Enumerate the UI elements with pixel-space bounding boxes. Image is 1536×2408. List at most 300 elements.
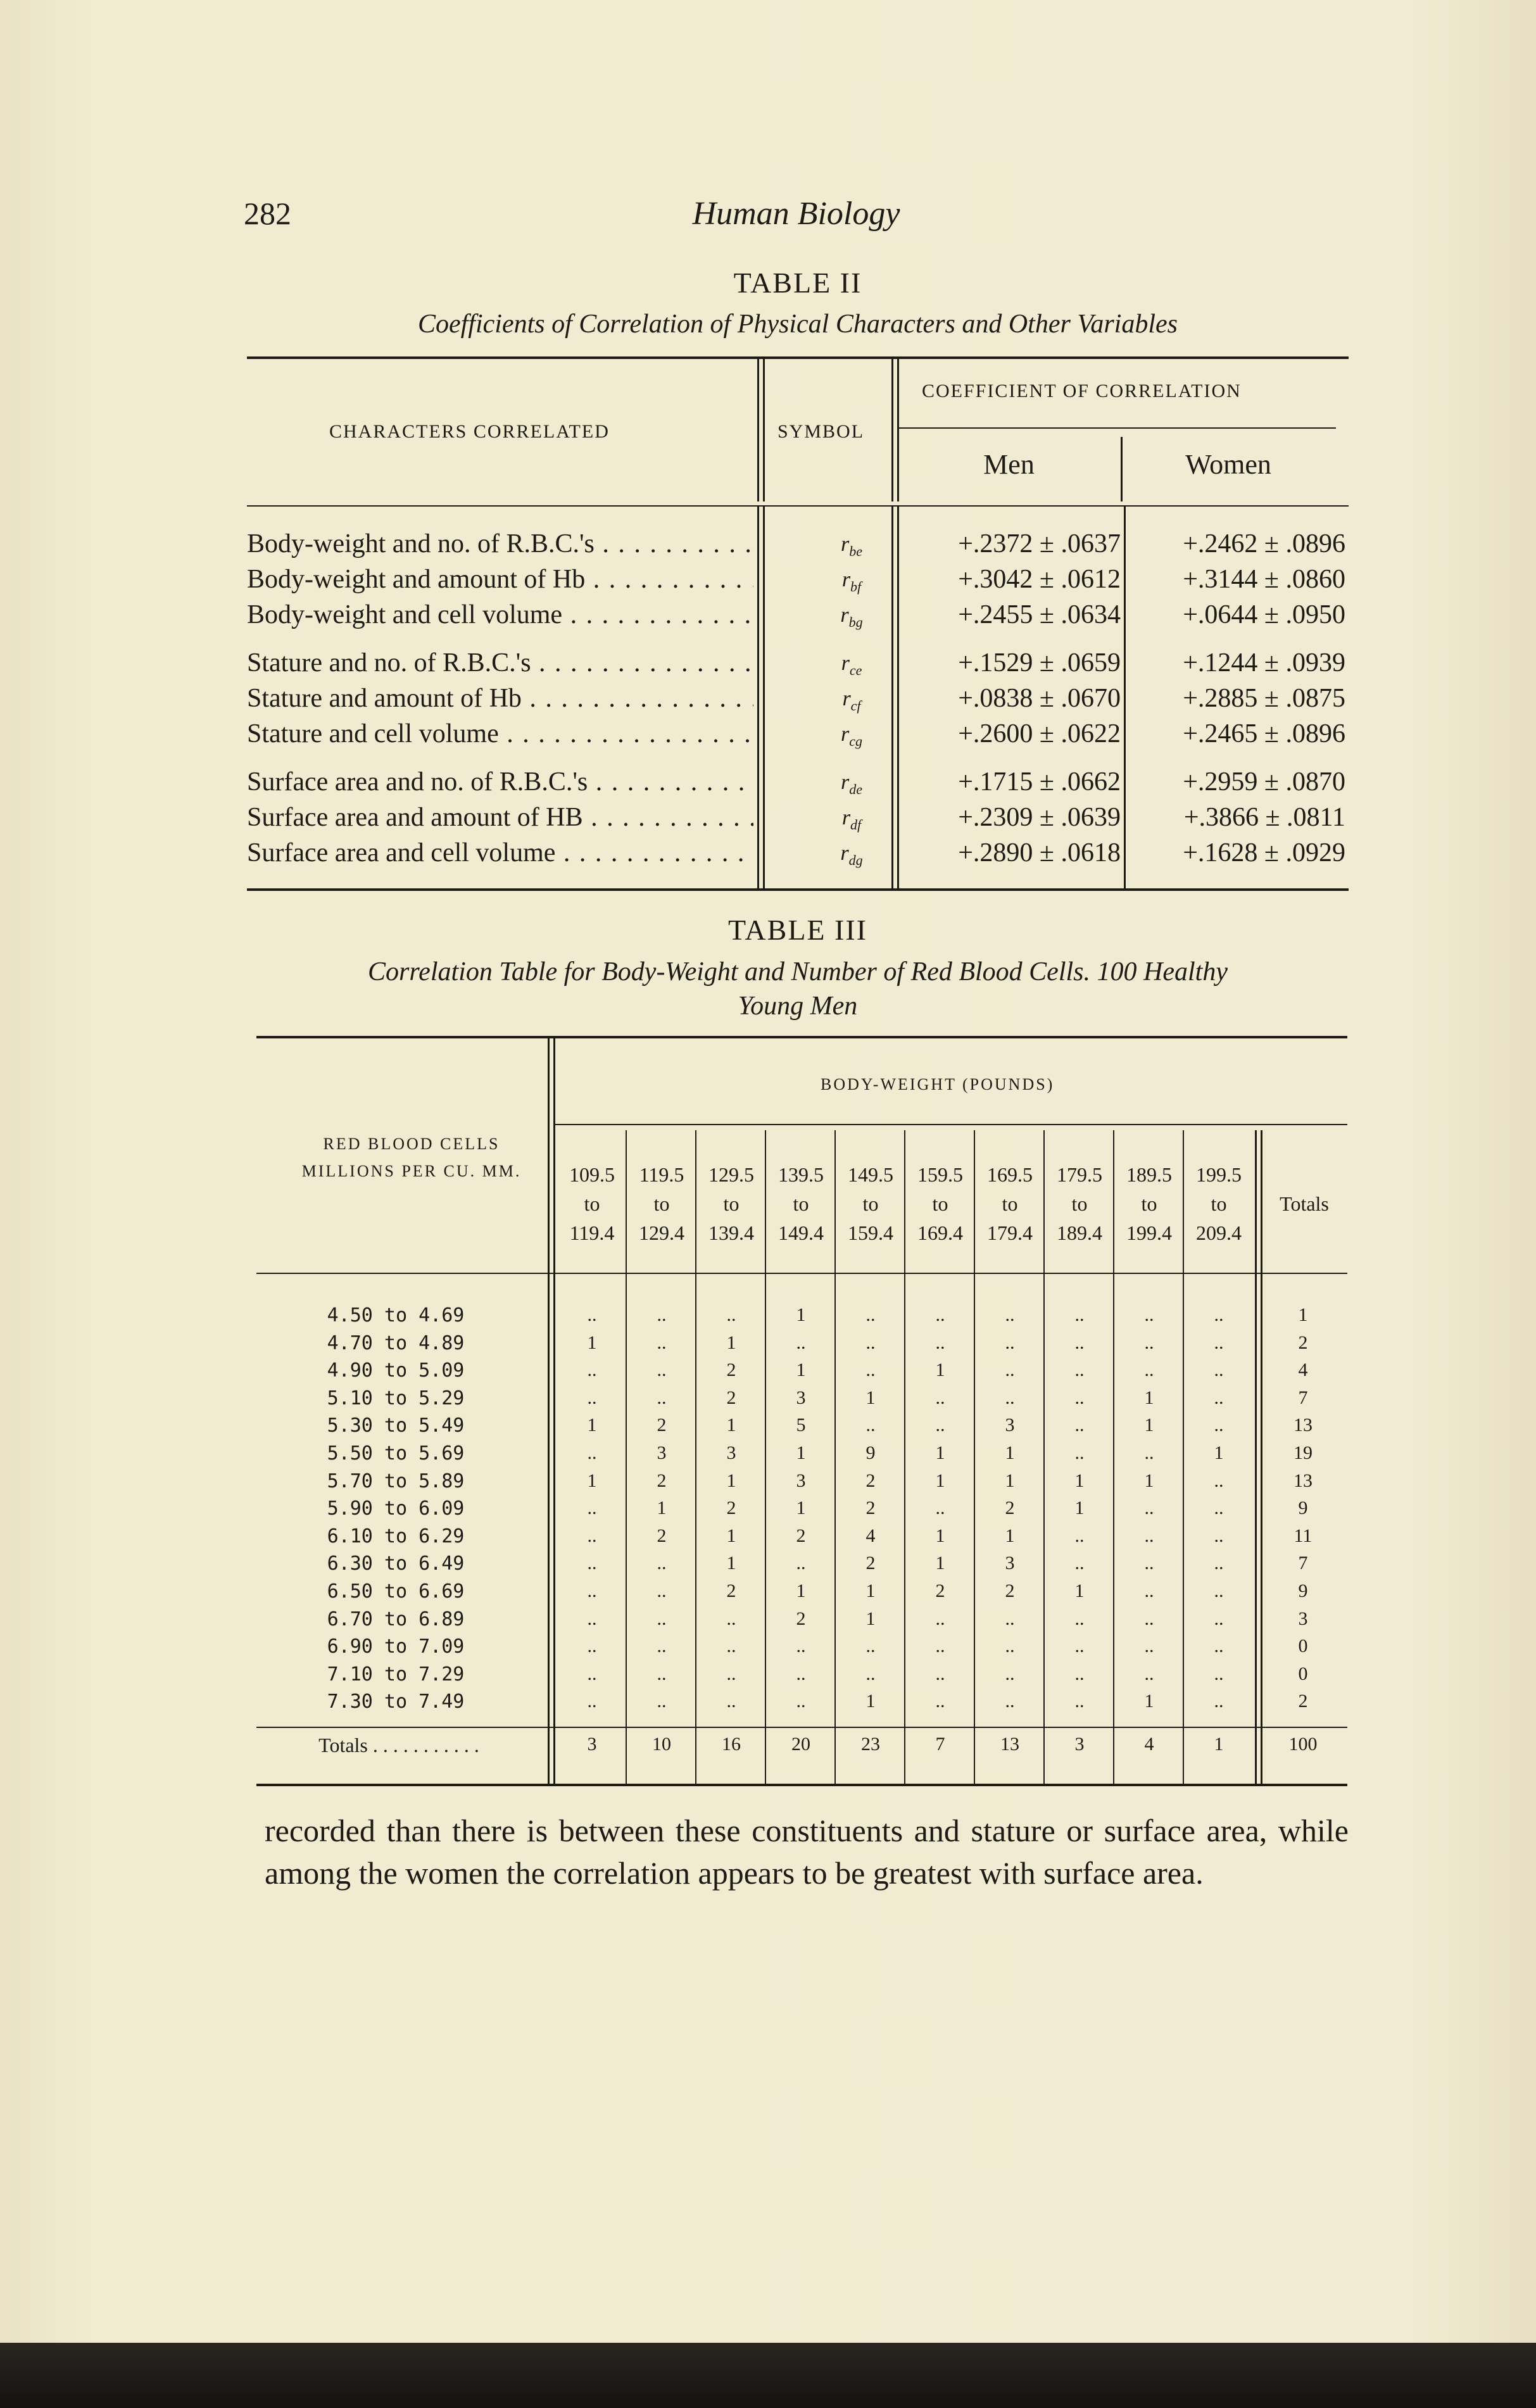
table-cell: .. [1144,1497,1154,1519]
row-total: 2 [1298,1332,1308,1353]
row-women: +.1244 ± .0939 [1183,648,1345,678]
table-2-divider [763,359,765,501]
row-women: +.2885 ± .0875 [1183,684,1345,713]
rbc-row-label: 7.30 to 7.49 [327,1691,465,1713]
table-cell: .. [657,1663,667,1684]
table-cell: 9 [866,1442,876,1463]
table-cell: 1 [587,1332,597,1353]
bin-hi: 159.4 [848,1221,893,1244]
table-cell: .. [1005,1304,1015,1325]
column-total: 20 [791,1734,810,1755]
row-total: 0 [1298,1636,1308,1657]
table-cell: 3 [726,1442,736,1463]
rbc-row-label: 6.30 to 6.49 [327,1553,465,1575]
table-cell: 3 [796,1387,806,1408]
bin-hi: 119.4 [569,1221,615,1244]
rbc-row-label: 5.90 to 6.09 [327,1497,465,1520]
table-cell: 1 [796,1497,806,1519]
bin-to: to [584,1192,600,1215]
table-cell: 1 [726,1415,736,1436]
table-cell: .. [1214,1304,1224,1325]
row-total: 3 [1298,1608,1308,1629]
table-cell: 1 [1074,1497,1085,1519]
table-cell: 1 [657,1497,667,1519]
row-men: +.2372 ± .0637 [958,529,1121,558]
row-total: 11 [1294,1525,1313,1546]
table-cell: 1 [1074,1580,1085,1601]
column-total: 1 [1214,1734,1224,1755]
row-symbol: $r_{bf}$ [841,568,862,595]
row-total: 4 [1298,1359,1308,1381]
table-cell: .. [657,1304,667,1325]
weight-bin-header [975,1160,1045,1247]
table-cell: .. [587,1304,597,1325]
table-cell: .. [1005,1636,1015,1657]
table-3-caption [247,955,1349,1023]
table-cell: .. [1144,1663,1154,1684]
table-cell: 2 [1005,1497,1015,1519]
table-cell: 1 [866,1387,876,1408]
row-character: Stature and amount of Hb . . . [247,683,753,714]
weight-bin-header [696,1160,766,1247]
table-cell: .. [1144,1636,1154,1657]
table-cell: 1 [935,1470,945,1491]
bin-to: to [1002,1192,1018,1215]
table-cell: .. [935,1691,945,1712]
bin-to: to [653,1192,670,1215]
row-men: +.1715 ± .0662 [958,767,1121,797]
row-character: Body-weight and amount of Hb . . . [247,564,753,595]
row-symbol: $r_{ce}$ [841,652,862,678]
table-cell: 1 [1005,1525,1015,1546]
weight-bin-header [1114,1160,1184,1247]
rbc-row-label: 6.50 to 6.69 [327,1580,465,1603]
col-totals: Totals [1280,1192,1329,1215]
table-cell: .. [1144,1442,1154,1463]
table-2-row [247,767,1349,802]
table-cell: 1 [796,1359,806,1381]
table-cell: .. [1005,1691,1015,1712]
table-cell: 5 [796,1415,806,1436]
table-cell: 2 [866,1470,876,1491]
bin-lo: 129.5 [708,1163,754,1186]
col-rbc-line-2: MILLIONS PER CU. MM. [301,1162,522,1180]
table-cell: 1 [726,1553,736,1574]
table-2-row [247,802,1349,838]
table-cell: .. [1214,1497,1224,1519]
table-3-sub-rule [553,1124,1347,1125]
table-3-divider [548,1274,550,1784]
table-cell: .. [587,1525,597,1546]
rbc-row-label: 4.90 to 5.09 [327,1359,465,1382]
col-rbc-line-1: RED BLOOD CELLS [323,1135,500,1153]
table-cell: 1 [866,1608,876,1629]
rbc-row-label: 6.10 to 6.29 [327,1525,465,1548]
row-character: Surface area and cell volume . . . [247,838,753,868]
table-cell: 1 [587,1470,597,1491]
table-3-totals-rule [256,1727,1347,1728]
row-men: +.3042 ± .0612 [958,565,1121,594]
table-2-row [247,648,1349,683]
table-cell: .. [796,1691,806,1712]
bin-hi: 199.4 [1126,1221,1172,1244]
table-cell: .. [1144,1359,1154,1381]
body-paragraph: recorded than there is between these constituents and stature or surface area, while among the women the correlation appears to be greatest with surface area. [265,1813,1349,1891]
table-cell: .. [587,1663,597,1684]
table-cell: 1 [726,1525,736,1546]
page-number: 282 [244,196,291,231]
row-character: Surface area and no. of R.B.C.'s . . . [247,767,753,797]
bin-hi: 149.4 [778,1221,824,1244]
bin-lo: 139.5 [778,1163,824,1186]
table-cell: 1 [935,1525,945,1546]
row-men: +.1529 ± .0659 [958,648,1121,678]
table-cell: .. [866,1304,876,1325]
table-cell: 3 [1005,1553,1015,1574]
row-character: Body-weight and no. of R.B.C.'s . . . [247,529,753,559]
weight-bin-header [1045,1160,1114,1247]
table-cell: 1 [866,1580,876,1601]
table-cell: .. [1074,1553,1085,1574]
table-cell: 1 [796,1304,806,1325]
row-women: +.2462 ± .0896 [1183,529,1345,558]
table-cell: .. [587,1497,597,1519]
row-character: Body-weight and cell volume . . . [247,600,753,630]
bin-hi: 169.4 [917,1221,963,1244]
table-cell: 1 [587,1415,597,1436]
table-cell: .. [935,1304,945,1325]
table-cell: 2 [726,1580,736,1601]
table-cell: .. [587,1387,597,1408]
column-total: 7 [935,1734,945,1755]
table-2-bottom-rule [247,888,1349,891]
table-cell: 1 [935,1553,945,1574]
row-symbol: $r_{be}$ [841,533,862,559]
row-symbol: $r_{cg}$ [841,722,862,749]
table-cell: .. [1214,1332,1224,1353]
weight-bin-header [766,1160,836,1247]
table-cell: .. [1005,1332,1015,1353]
table-cell: .. [1144,1580,1154,1601]
table-cell: .. [1074,1525,1085,1546]
table-cell: .. [796,1636,806,1657]
table-cell: .. [1144,1553,1154,1574]
row-character: Surface area and amount of HB . . . [247,802,753,833]
column-total: 16 [722,1734,741,1755]
col-body-weight: BODY-WEIGHT (POUNDS) [821,1075,1055,1094]
col-coefficient: COEFFICIENT OF CORRELATION [922,381,1242,401]
table-cell: 2 [866,1553,876,1574]
table-cell: .. [1214,1663,1224,1684]
table-cell: .. [726,1636,736,1657]
table-cell: .. [587,1580,597,1601]
column-total: 4 [1144,1734,1154,1755]
row-character: Stature and no. of R.B.C.'s . . . [247,648,753,678]
table-cell: .. [1074,1691,1085,1712]
table-cell: .. [1144,1608,1154,1629]
bin-lo: 159.5 [917,1163,963,1186]
row-character: Stature and cell volume . . . [247,719,753,749]
table-3-col-divider [1261,1130,1262,1784]
bin-lo: 179.5 [1057,1163,1102,1186]
table-cell: .. [1005,1608,1015,1629]
table-cell: .. [1214,1470,1224,1491]
table-cell: .. [726,1304,736,1325]
table-cell: .. [1214,1636,1224,1657]
row-total: 1 [1298,1304,1308,1325]
col-women: Women [1185,449,1271,480]
bin-lo: 119.5 [639,1163,684,1186]
table-cell: .. [1005,1387,1015,1408]
table-cell: .. [935,1387,945,1408]
row-total: 13 [1294,1415,1313,1436]
row-total: 19 [1294,1442,1313,1463]
bin-to: to [932,1192,948,1215]
table-2-caption: Coefficients of Correlation of Physical Characters and Other Variables [417,310,1178,339]
row-symbol: $r_{df}$ [841,806,862,833]
bin-hi: 139.4 [708,1221,754,1244]
table-cell: 1 [935,1359,945,1381]
table-3-caption-line: Correlation Table for Body-Weight and Number of Red Blood Cells. 100 Healthy [368,957,1228,987]
bin-lo: 149.5 [848,1163,893,1186]
row-total: 9 [1298,1580,1308,1601]
bin-to: to [1141,1192,1157,1215]
row-men: +.2890 ± .0618 [958,838,1121,867]
table-cell: .. [657,1387,667,1408]
table-cell: .. [657,1332,667,1353]
column-total: 3 [587,1734,597,1755]
table-3-title: TABLE III [728,914,867,946]
table-cell: 2 [726,1387,736,1408]
table-cell: .. [796,1663,806,1684]
table-cell: .. [1074,1332,1085,1353]
table-2-head-rule [247,505,1349,507]
rbc-row-label: 4.70 to 4.89 [327,1332,465,1354]
table-cell: .. [1074,1359,1085,1381]
table-2-top-rule [247,356,1349,359]
column-total: 3 [1074,1734,1085,1755]
row-women: +.3866 ± .0811 [1183,803,1345,832]
table-cell: .. [1074,1636,1085,1657]
table-cell: .. [1214,1415,1224,1436]
table-cell: .. [1005,1663,1015,1684]
table-cell: 2 [1005,1580,1015,1601]
table-cell: 1 [1214,1442,1224,1463]
table-2-sub-rule [897,427,1336,429]
bin-to: to [723,1192,740,1215]
table-cell: .. [657,1580,667,1601]
table-2-divider [891,359,893,501]
table-cell: .. [1144,1304,1154,1325]
row-women: +.3144 ± .0860 [1183,565,1345,594]
row-total: 0 [1298,1663,1308,1684]
table-cell: .. [1005,1359,1015,1381]
table-cell: .. [587,1691,597,1712]
scan-bottom-edge [0,2343,1536,2408]
bin-to: to [793,1192,809,1215]
grand-total: 100 [1288,1734,1318,1755]
table-cell: .. [1074,1608,1085,1629]
table-cell: 1 [1144,1415,1154,1436]
table-cell: .. [1214,1359,1224,1381]
table-2-row [247,838,1349,873]
table-cell: .. [1214,1525,1224,1546]
row-women: +.2465 ± .0896 [1183,719,1345,748]
table-cell: .. [1074,1304,1085,1325]
col-characters-correlated: CHARACTERS CORRELATED [329,421,610,442]
table-cell: .. [866,1332,876,1353]
table-cell: .. [1144,1525,1154,1546]
table-cell: .. [935,1332,945,1353]
column-total: 23 [861,1734,880,1755]
row-men: +.2309 ± .0639 [958,803,1121,832]
weight-bin-header [905,1160,975,1247]
table-cell: 2 [796,1525,806,1546]
row-symbol: $r_{cf}$ [842,687,861,714]
rbc-row-label: 5.30 to 5.49 [327,1415,465,1437]
table-cell: 2 [726,1359,736,1381]
table-cell: 2 [935,1580,945,1601]
table-cell: 1 [796,1580,806,1601]
table-cell: 1 [1144,1691,1154,1712]
table-3-divider [553,1274,555,1784]
table-cell: 1 [1005,1470,1015,1491]
row-men: +.2455 ± .0634 [958,600,1121,629]
weight-bin-header [836,1160,905,1247]
table-2-title: TABLE II [733,267,862,299]
table-3-col-divider [1255,1130,1257,1784]
rbc-row-label: 6.70 to 6.89 [327,1608,465,1630]
weight-bin-header [1184,1160,1254,1247]
table-cell: .. [657,1636,667,1657]
table-cell: 4 [866,1525,876,1546]
table-cell: .. [866,1663,876,1684]
bin-hi: 179.4 [987,1221,1033,1244]
table-cell: 2 [657,1415,667,1436]
bin-hi: 209.4 [1196,1221,1242,1244]
table-cell: .. [866,1415,876,1436]
table-3-caption-line: Young Men [738,992,858,1021]
bin-to: to [862,1192,879,1215]
table-cell: .. [935,1636,945,1657]
table-cell: 2 [657,1525,667,1546]
table-2-row [247,719,1349,754]
table-cell: .. [796,1553,806,1574]
table-cell: .. [587,1442,597,1463]
table-cell: .. [1214,1580,1224,1601]
table-cell: 3 [796,1470,806,1491]
row-total: 2 [1298,1691,1308,1712]
row-symbol: $r_{dg}$ [840,842,863,868]
bin-to: to [1211,1192,1227,1215]
table-cell: .. [935,1663,945,1684]
table-cell: 1 [726,1332,736,1353]
table-cell: .. [726,1608,736,1629]
weight-bin-header [627,1160,696,1247]
table-2-divider [757,359,759,501]
table-cell: .. [1074,1442,1085,1463]
row-men: +.2600 ± .0622 [958,719,1121,748]
row-total: 7 [1298,1553,1308,1574]
table-cell: .. [1214,1553,1224,1574]
table-cell: 1 [726,1470,736,1491]
table-cell: 1 [1144,1470,1154,1491]
table-cell: .. [587,1636,597,1657]
column-total: 13 [1000,1734,1019,1755]
bin-hi: 189.4 [1057,1221,1102,1244]
table-cell: 1 [1005,1442,1015,1463]
table-cell: .. [935,1608,945,1629]
row-symbol: $r_{de}$ [841,771,862,797]
rbc-row-label: 7.10 to 7.29 [327,1663,465,1686]
table-cell: .. [1144,1332,1154,1353]
table-cell: .. [1074,1415,1085,1436]
column-total: 10 [652,1734,671,1755]
table-cell: 1 [1144,1387,1154,1408]
table-cell: .. [1214,1691,1224,1712]
table-3-bottom-rule [256,1784,1347,1786]
row-total: 13 [1294,1470,1313,1491]
col-symbol: SYMBOL [777,421,865,442]
table-cell: .. [1214,1387,1224,1408]
bin-hi: 129.4 [639,1221,684,1244]
row-women: +.2959 ± .0870 [1183,767,1345,797]
table-cell: .. [726,1663,736,1684]
table-cell: .. [587,1608,597,1629]
table-cell: 1 [866,1691,876,1712]
row-total: 7 [1298,1387,1308,1408]
col-men: Men [983,449,1035,480]
table-cell: 1 [935,1442,945,1463]
table-cell: 2 [657,1470,667,1491]
table-3-divider [553,1038,555,1275]
bin-lo: 109.5 [569,1163,615,1186]
table-2-row [247,564,1349,600]
rbc-row-label: 5.70 to 5.89 [327,1470,465,1492]
table-cell: .. [796,1332,806,1353]
table-cell: 2 [866,1497,876,1519]
rbc-row-label: 5.50 to 5.69 [327,1442,465,1465]
bin-lo: 169.5 [987,1163,1033,1186]
table-cell: 2 [726,1497,736,1519]
row-total: 9 [1298,1497,1308,1519]
table-cell: .. [935,1415,945,1436]
table-cell: .. [657,1359,667,1381]
table-cell: .. [866,1359,876,1381]
table-cell: .. [1074,1387,1085,1408]
table-cell: .. [866,1636,876,1657]
weight-bin-header [557,1160,627,1247]
table-cell: .. [1074,1663,1085,1684]
rbc-row-label: 5.10 to 5.29 [327,1387,465,1409]
table-cell: 2 [796,1608,806,1629]
bin-to: to [1071,1192,1088,1215]
table-cell: 3 [657,1442,667,1463]
running-head: Human Biology [692,196,900,232]
page-header [244,190,1349,241]
bin-lo: 199.5 [1196,1163,1242,1186]
table-cell: .. [657,1608,667,1629]
table-cell: .. [1214,1608,1224,1629]
table-cell: 1 [1074,1470,1085,1491]
table-cell: .. [587,1553,597,1574]
rbc-row-label: 6.90 to 7.09 [327,1636,465,1658]
row-women: +.1628 ± .0929 [1183,838,1345,867]
table-2-row [247,683,1349,719]
row-symbol: $r_{bg}$ [840,603,863,630]
table-cell: .. [726,1691,736,1712]
table-3-divider [548,1038,550,1275]
